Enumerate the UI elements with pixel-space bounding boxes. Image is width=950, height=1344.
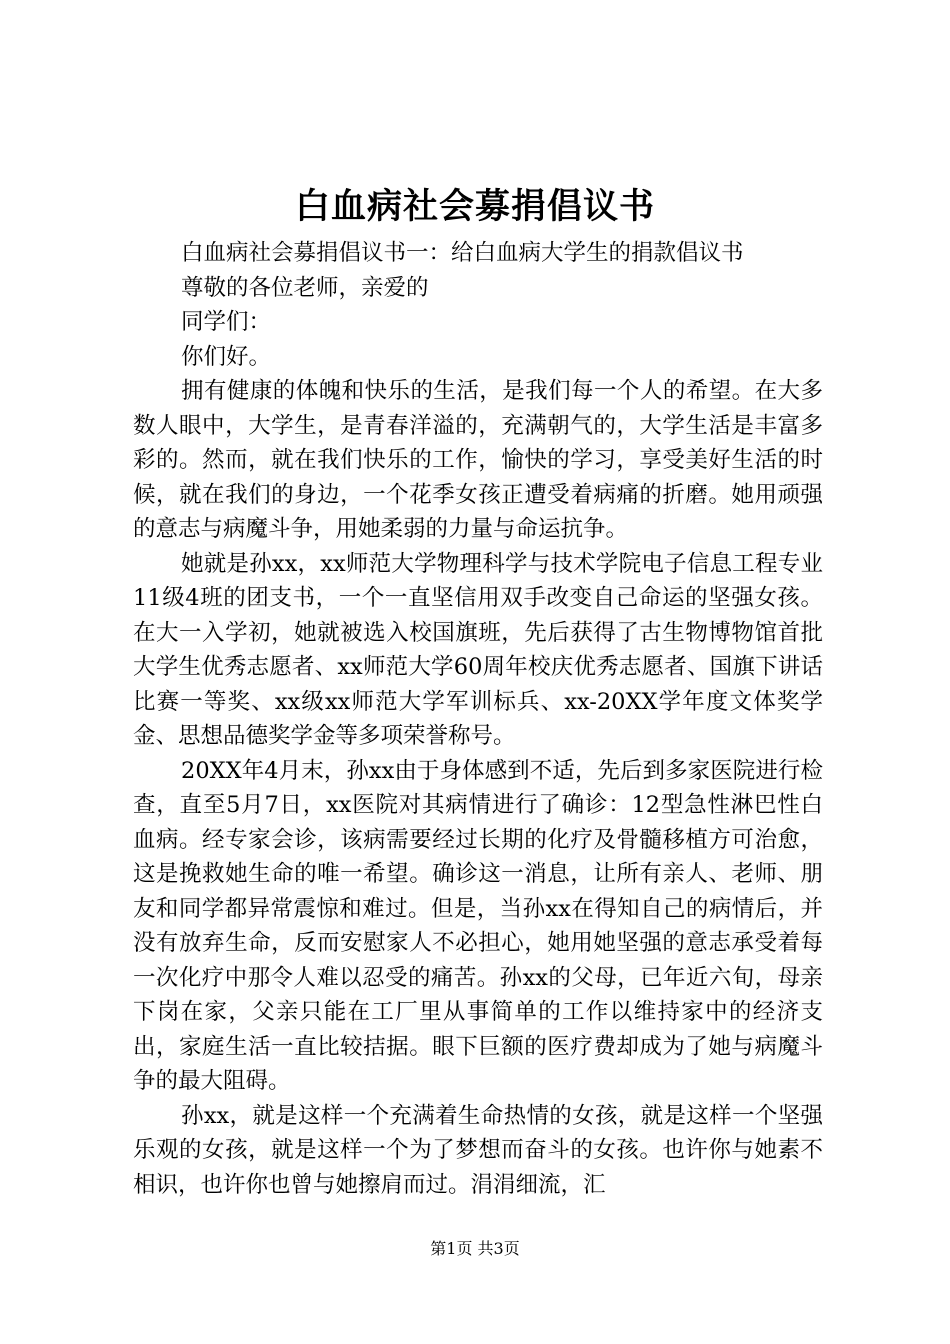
subtitle-line: 白血病社会募捐倡议书一：给白血病大学生的捐款倡议书 [181, 240, 744, 266]
body-paragraph-1: 拥有健康的体魄和快乐的生活，是我们每一个人的希望。在大多数人眼中，大学生，是青春洋溢的，充满朝气的，大学生活是丰富多彩的。然而，就在我们快乐的工作，愉快的学习，享受美好生活的时候，就在我们的身边，一个花季女孩正遭受着病痛的折磨。她用顽强的意志与病魔斗争，用她柔弱的力量与命运抗争。 [133, 378, 823, 542]
document-title: 白血病社会募捐倡议书 [294, 186, 655, 227]
body-paragraph-3: 20XX年4月末，孙xx由于身体感到不适，先后到多家医院进行检查，直至5月7日，xx医院对其病情进行了确诊：12型急性淋巴性白血病。经专家会诊，该病需要经过长期的化疗及骨髓移植方可治愈，这是挽救她生命的唯一希望。确诊这一消息，让所有亲人、老师、朋友和同学都异常震惊和难过。但是，当孙xx在得知自己的病情后，并没有放弃生命，反而安慰家人不必担心，她用她坚强的意志承受着每一次化疗中那令人难以忍受的痛苦。孙xx的父母，已年近六旬，母亲下岗在家，父亲只能在工厂里从事简单的工作以维持家中的经济支出，家庭生活一直比较拮据。眼下巨额的医疗费却成为了她与病魔斗争的最大阻碍。 [133, 757, 823, 1094]
document-body [133, 236, 823, 1202]
body-paragraph-2: 她就是孙xx，xx师范大学物理科学与技术学院电子信息工程专业11级4班的团支书，一个一直坚信用双手改变自己命运的坚强女孩。在大一入学初，她就被选入校国旗班，先后获得了古生物博物馆首批大学生优秀志愿者、xx师范大学60周年校庆优秀志愿者、国旗下讲话比赛一等奖、xx级xx师范大学军训标兵、xx-20XX学年度文体奖学金、思想品德奖学金等多项荣誉称号。 [133, 550, 823, 749]
body-paragraph-4: 孙xx，就是这样一个充满着生命热情的女孩，就是这样一个坚强乐观的女孩，就是这样一个为了梦想而奋斗的女孩。也许你与她素不相识，也许你也曾与她擦肩而过。涓涓细流，汇 [133, 1102, 823, 1198]
greeting-line: 你们好。 [181, 343, 272, 370]
page-footer: 第1页 共3页 [430, 1239, 520, 1258]
salutation-line-1: 尊敬的各位老师，亲爱的 [181, 274, 429, 301]
salutation-line-2: 同学们： [181, 309, 272, 335]
